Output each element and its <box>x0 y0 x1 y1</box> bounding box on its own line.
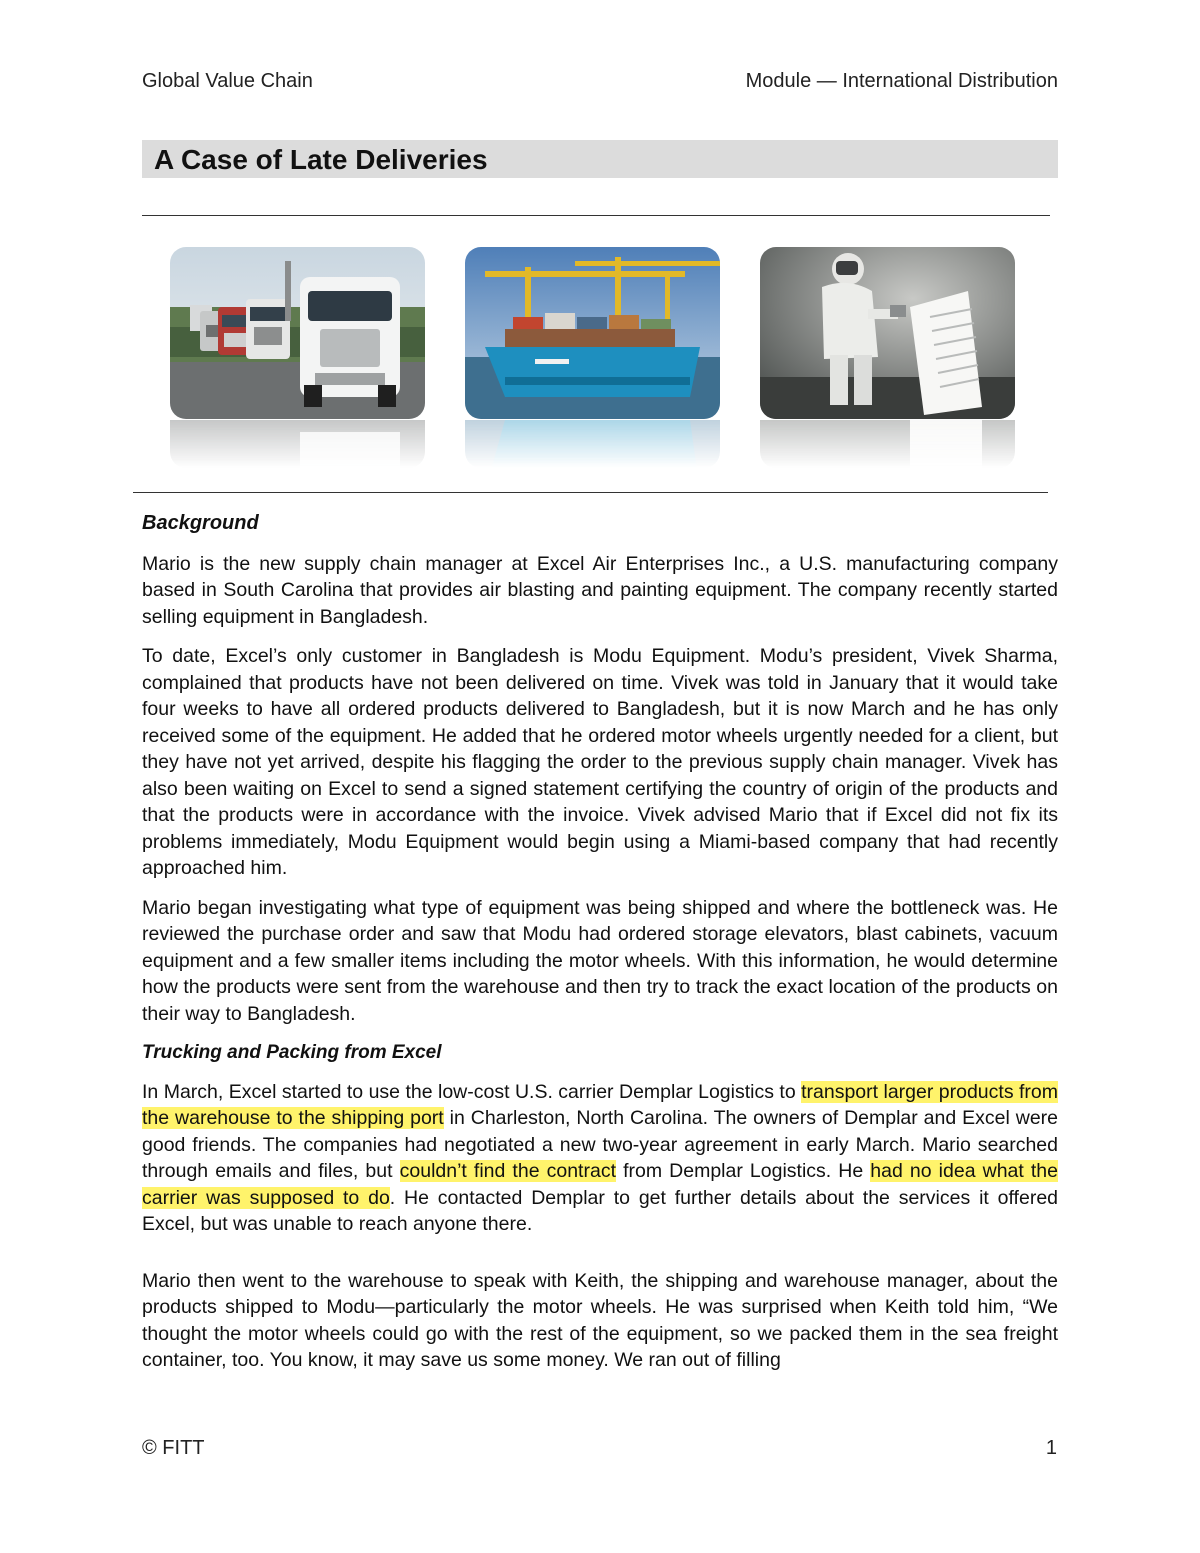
highlighted-text: couldn’t find the contract <box>399 1160 616 1182</box>
paragraph: To date, Excel’s only customer in Bangladesh is Modu Equipment. Modu’s president, Vivek Sharma, complained that products have not been delivered on time. Vivek was told in January that it would take four weeks to have all ordered products delivered to Bangladesh, but it is now March and he has only received some of the equipment. He added that he ordered motor wheels urgently needed for a client, but they have not yet arrived, despite his flagging the order to the previous supply chain manager. Vivek has also been waiting on Excel to send a signed statement certifying the country of origin of the products and that the products were in accordance with the invoice. Vivek advised Mario that if Excel did not fix its problems immediately, Modu Equipment would begin using a Miami-based company that had recently approached him. <box>142 645 1058 879</box>
text-run: in Charleston, North Carolina. The owners of Demplar and Excel were good friends. The companies had negotiated a new two-year agreement in early March. Mario searched through emails and files, but <box>142 1107 1058 1182</box>
spray-painting-worker-photo-reflection <box>760 420 1015 468</box>
container-ship-photo <box>465 247 720 419</box>
running-header-left: Global Value Chain <box>142 70 313 92</box>
document-body <box>142 510 1058 1387</box>
highlighted-text: transport larger products from the warehouse to the shipping port <box>142 1080 1059 1129</box>
trucks-photo <box>170 247 425 419</box>
text-run: In March, Excel started to use the low-cost U.S. carrier Demplar Logistics to <box>142 1080 802 1103</box>
text-run: . He contacted Demplar to get further details about the services it offered Excel, but was unable to reach anyone there. <box>142 1186 1059 1235</box>
paragraph: Mario then went to the warehouse to speak with Keith, the shipping and warehouse manager, about the products shipped to Modu—particularly the motor wheels. He was surprised when Keith told him, “We thought the motor wheels could go with the rest of the equipment, so we packed them in the sea freight container, too. You know, it may save us some money. We ran out of filling <box>142 1269 1058 1371</box>
paragraph: Mario began investigating what type of equipment was being shipped and where the bottleneck was. He reviewed the purchase order and saw that Modu had ordered storage elevators, blast cabinets, vacuum equipment and a few smaller items including the motor wheels. With this information, he would determine how the products were sent from the warehouse and then try to track the exact location of the products on their way to Bangladesh. <box>142 896 1058 1025</box>
paragraph <box>142 1079 1058 1238</box>
divider-top <box>142 215 1050 216</box>
divider-bottom <box>133 492 1048 493</box>
trucks-photo-reflection <box>170 420 425 468</box>
running-header-right: Module — International Distribution <box>745 70 1058 92</box>
highlighted-text: had no idea what the carrier was supposed to do <box>142 1160 1059 1209</box>
section-heading-background: Background <box>142 512 259 534</box>
footer-copyright: © FITT <box>142 1437 205 1459</box>
paragraph: Mario is the new supply chain manager at Excel Air Enterprises Inc., a U.S. manufacturing company based in South Carolina that provides air blasting and painting equipment. The company recently started selling equipment in Bangladesh. <box>142 552 1058 628</box>
text-run: from Demplar Logistics. He <box>616 1160 871 1182</box>
section-heading-trucking: Trucking and Packing from Excel <box>142 1042 442 1063</box>
container-ship-photo-reflection <box>465 420 720 468</box>
title-bar <box>142 140 1058 178</box>
page-number: 1 <box>1045 1437 1057 1459</box>
spray-painting-worker-photo <box>760 247 1015 419</box>
page-title: A Case of Late Deliveries <box>154 144 488 175</box>
